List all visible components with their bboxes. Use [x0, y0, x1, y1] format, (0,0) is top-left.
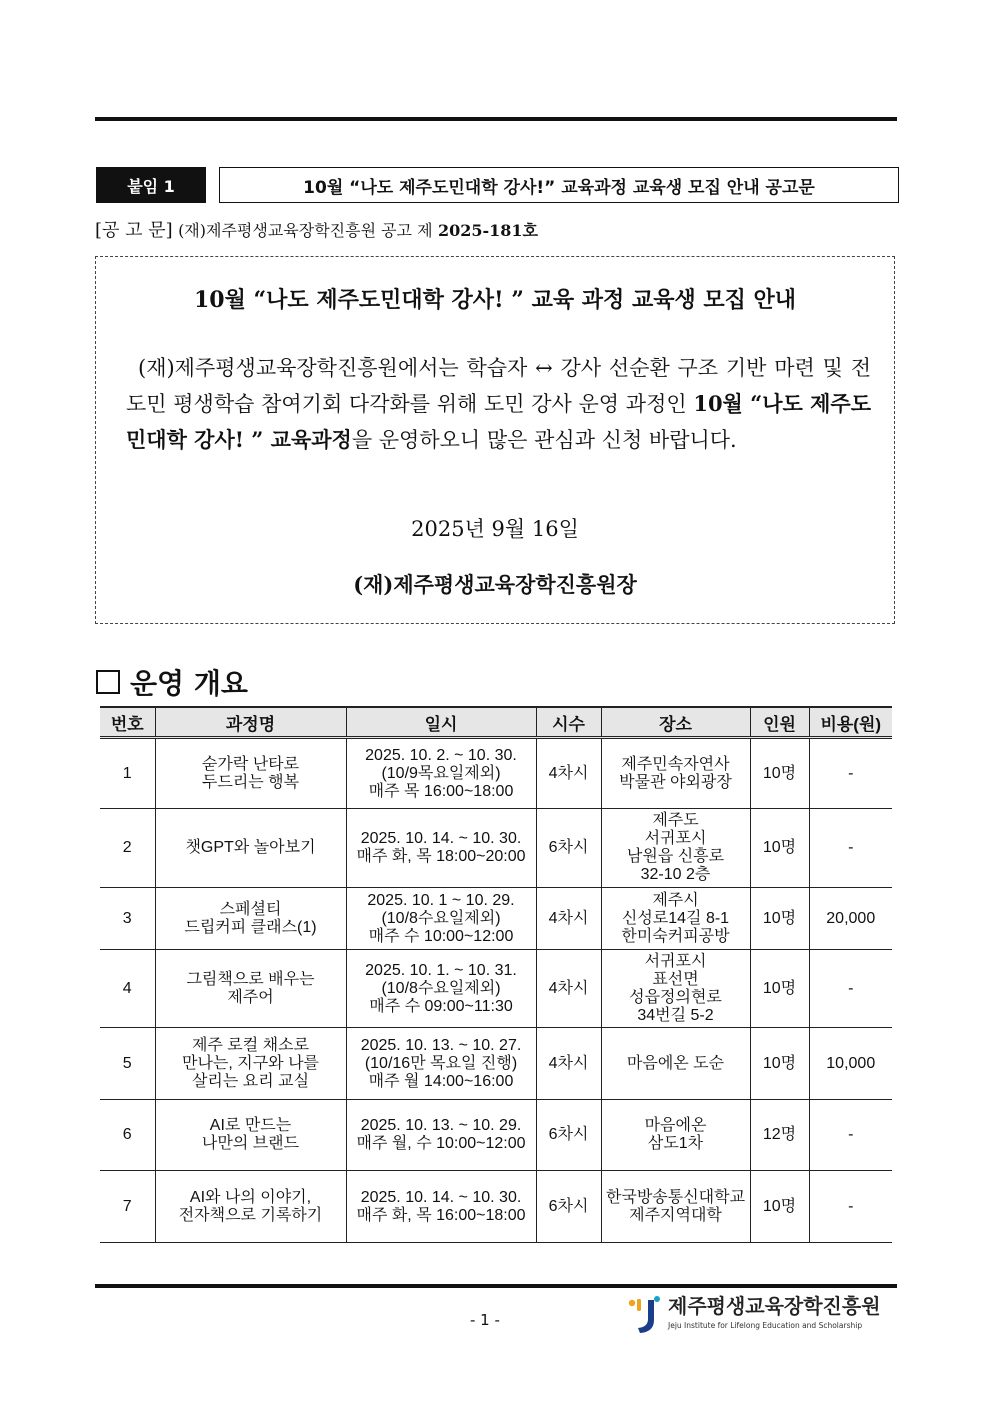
- cell-people: 10명: [750, 888, 809, 950]
- announcement-body-text-end: 을 운영하오니 많은 관심과 신청 바랍니다.: [351, 428, 737, 452]
- cell-course-line: AI와 나의 이야기,: [189, 1188, 312, 1206]
- cell-place-line: 서귀포시: [644, 830, 707, 847]
- cell-cost: -: [809, 738, 892, 809]
- cell-schedule-line: 매주 화, 목 18:00~20:00: [356, 848, 526, 865]
- announcement-body-text: (재)제주평생교육장학진흥원에서는 학습자 ↔ 강사 선순환 구조 기반 마련 및 전 도민 평생학습 참여기회 다각화를 위해 도민 강사 운영 과정인: [126, 356, 871, 416]
- announcement-heading: 10월 “나도 제주도민대학 강사! ” 교육 과정 교육생 모집 안내: [193, 287, 797, 313]
- cell-hours: 4차시: [536, 950, 601, 1028]
- table-row: [100, 888, 892, 950]
- cell-no: 4: [100, 950, 155, 1028]
- cell-place: [601, 950, 750, 1028]
- cell-place-line: 마음에온: [644, 1117, 707, 1134]
- cell-course-line: AI로 만드는: [209, 1117, 292, 1134]
- cell-no: 2: [100, 809, 155, 888]
- cell-schedule-line: 매주 수 10:00~12:00: [368, 927, 514, 945]
- cell-schedule: [346, 950, 536, 1028]
- cell-course-line: 제주어: [227, 988, 274, 1006]
- cell-place-line: 한미숙커피공방: [621, 927, 730, 945]
- cell-place-line: 제주민속자연사: [621, 755, 730, 773]
- cell-schedule: [346, 1171, 536, 1243]
- cell-course-line: 스페셜티: [219, 900, 282, 918]
- announcement-body-bold: 10월 “나도 제주도민대학 강사! ” 교육과정: [126, 391, 871, 452]
- checkbox-square-icon: [96, 670, 120, 694]
- page-number: - 1 -: [470, 1311, 500, 1329]
- cell-cost: -: [809, 950, 892, 1028]
- cell-place-line: 서귀포시: [644, 952, 707, 970]
- cell-schedule-line: 매주 화, 목 16:00~18:00: [356, 1206, 526, 1224]
- cell-people: 10명: [750, 809, 809, 888]
- cell-course-line: 전자책으로 기록하기: [178, 1206, 323, 1224]
- section-title-text: 운영 개요: [130, 667, 248, 700]
- cell-schedule-line: 매주 수 09:00~11:30: [369, 997, 513, 1015]
- cell-place-line: 34번길 5-2: [637, 1006, 714, 1024]
- header-cost: 비용(원): [809, 707, 892, 738]
- cell-course: [155, 1028, 346, 1100]
- section-title: [96, 662, 248, 702]
- cell-course: [155, 1171, 346, 1243]
- header-place: 장소: [601, 707, 750, 738]
- cell-place-line: 마음에온 도순: [626, 1054, 725, 1072]
- cell-schedule: [346, 738, 536, 809]
- cell-schedule-line: 2025. 10. 13. ~ 10. 29.: [360, 1117, 522, 1134]
- cell-course: [155, 888, 346, 950]
- header-hours: 시수: [536, 707, 601, 738]
- cell-place-line: 제주지역대학: [629, 1206, 722, 1224]
- cell-hours: 6차시: [536, 1171, 601, 1243]
- notice-line: [95, 216, 538, 242]
- attachment-title: 10월 “나도 제주도민대학 강사!” 교육과정 교육생 모집 안내 공고문: [219, 167, 899, 203]
- table-row: [100, 809, 892, 888]
- header-no: 번호: [100, 707, 155, 738]
- cell-place-line: 성읍정의현로: [629, 988, 722, 1006]
- cell-hours: 4차시: [536, 888, 601, 950]
- table-row: [100, 950, 892, 1028]
- cell-people: 10명: [750, 1171, 809, 1243]
- institute-logo: [626, 1294, 881, 1336]
- bottom-rule: [95, 1284, 897, 1288]
- top-rule: [95, 117, 897, 121]
- notice-number: 2025-181호: [437, 221, 538, 240]
- cell-place-line: 삼도1차: [647, 1135, 704, 1152]
- cell-cost: 10,000: [809, 1028, 892, 1100]
- cell-place-line: 박물관 야외광장: [619, 773, 732, 791]
- notice-tag: [공 고 문]: [95, 220, 173, 241]
- table-header-row: [100, 707, 892, 738]
- cell-place-line: 표선면: [652, 970, 699, 988]
- header-schedule: 일시: [346, 707, 536, 738]
- cell-course: [155, 1100, 346, 1171]
- cell-no: 6: [100, 1100, 155, 1171]
- cell-no: 3: [100, 888, 155, 950]
- cell-course-line: 만나는, 지구와 나를: [182, 1054, 319, 1072]
- cell-cost: -: [809, 1100, 892, 1171]
- cell-schedule: [346, 1028, 536, 1100]
- table-row: [100, 1100, 892, 1171]
- cell-place-line: 한국방송통신대학교: [605, 1188, 746, 1206]
- cell-schedule-line: 2025. 10. 1 ~ 10. 29.: [367, 891, 515, 909]
- cell-schedule-line: (10/9목요일제외): [381, 764, 501, 782]
- cell-course-line: 나만의 브랜드: [201, 1135, 300, 1152]
- cell-people: 12명: [750, 1100, 809, 1171]
- cell-place: [601, 1100, 750, 1171]
- cell-cost: -: [809, 1171, 892, 1243]
- cell-schedule-line: (10/8수요일제외): [381, 909, 501, 927]
- cell-place: [601, 888, 750, 950]
- notice-org: (재)제주평생교육장학진흥원 공고 제: [178, 221, 433, 240]
- announcement-signature: (재)제주평생교육장학진흥원장: [353, 572, 637, 597]
- cell-schedule-line: 2025. 10. 14. ~ 10. 30.: [360, 830, 522, 847]
- cell-schedule-line: 2025. 10. 1. ~ 10. 31.: [365, 961, 517, 979]
- cell-no: 5: [100, 1028, 155, 1100]
- announcement-date: 2025년 9월 16일: [411, 517, 579, 541]
- cell-cost: 20,000: [809, 888, 892, 950]
- cell-place: [601, 738, 750, 809]
- header-course: 과정명: [155, 707, 346, 738]
- cell-schedule-line: (10/8수요일제외): [381, 979, 501, 997]
- table-row: [100, 1028, 892, 1100]
- cell-course-line: 그림책으로 배우는: [186, 970, 315, 988]
- cell-course-line: 제주 로컬 채소로: [191, 1036, 310, 1054]
- cell-course-line: 챗GPT와 놀아보기: [185, 839, 316, 856]
- cell-schedule-line: (10/16만 목요일 진행): [364, 1054, 518, 1072]
- cell-schedule-line: 2025. 10. 13. ~ 10. 27.: [360, 1036, 522, 1054]
- table-row: [100, 1171, 892, 1243]
- institute-logo-english: Jeju Institute for Lifelong Education and Scholarship: [668, 1321, 863, 1330]
- cell-course-line: 살리는 요리 교실: [191, 1072, 310, 1090]
- cell-schedule-line: 2025. 10. 14. ~ 10. 30.: [360, 1188, 522, 1206]
- cell-hours: 6차시: [536, 809, 601, 888]
- course-table: [100, 706, 892, 1243]
- cell-hours: 6차시: [536, 1100, 601, 1171]
- attachment-badge: 붙임 1: [96, 167, 206, 203]
- cell-cost: -: [809, 809, 892, 888]
- institute-logo-icon: [626, 1294, 664, 1336]
- cell-course: [155, 950, 346, 1028]
- cell-place-line: 제주도: [652, 812, 699, 829]
- cell-hours: 4차시: [536, 738, 601, 809]
- cell-no: 1: [100, 738, 155, 809]
- cell-place-line: 남원읍 신흥로: [626, 848, 725, 865]
- cell-place-line: 제주시: [652, 891, 699, 909]
- cell-place-line: 신성로14길 8-1: [621, 909, 730, 927]
- cell-hours: 4차시: [536, 1028, 601, 1100]
- cell-schedule: [346, 809, 536, 888]
- cell-schedule: [346, 1100, 536, 1171]
- header-people: 인원: [750, 707, 809, 738]
- cell-schedule-line: 매주 월, 수 10:00~12:00: [356, 1135, 526, 1152]
- cell-people: 10명: [750, 738, 809, 809]
- cell-schedule-line: 2025. 10. 2. ~ 10. 30.: [365, 746, 517, 764]
- cell-place-line: 32-10 2층: [640, 866, 711, 883]
- institute-logo-name: 제주평생교육장학진흥원: [668, 1294, 881, 1318]
- cell-course: [155, 738, 346, 809]
- cell-course-line: 드립커피 클래스(1): [184, 918, 317, 936]
- cell-course: [155, 809, 346, 888]
- cell-schedule: [346, 888, 536, 950]
- cell-place: [601, 1171, 750, 1243]
- announcement-body: [126, 351, 871, 458]
- cell-schedule-line: 매주 월 14:00~16:00: [368, 1072, 514, 1090]
- cell-place: [601, 1028, 750, 1100]
- cell-schedule-line: 매주 목 16:00~18:00: [368, 782, 514, 800]
- announcement-box: [95, 256, 895, 624]
- cell-people: 10명: [750, 1028, 809, 1100]
- cell-place: [601, 809, 750, 888]
- table-row: [100, 738, 892, 809]
- cell-course-line: 두드리는 행복: [201, 773, 300, 791]
- cell-no: 7: [100, 1171, 155, 1243]
- cell-people: 10명: [750, 950, 809, 1028]
- cell-course-line: 숟가락 난타로: [201, 755, 300, 773]
